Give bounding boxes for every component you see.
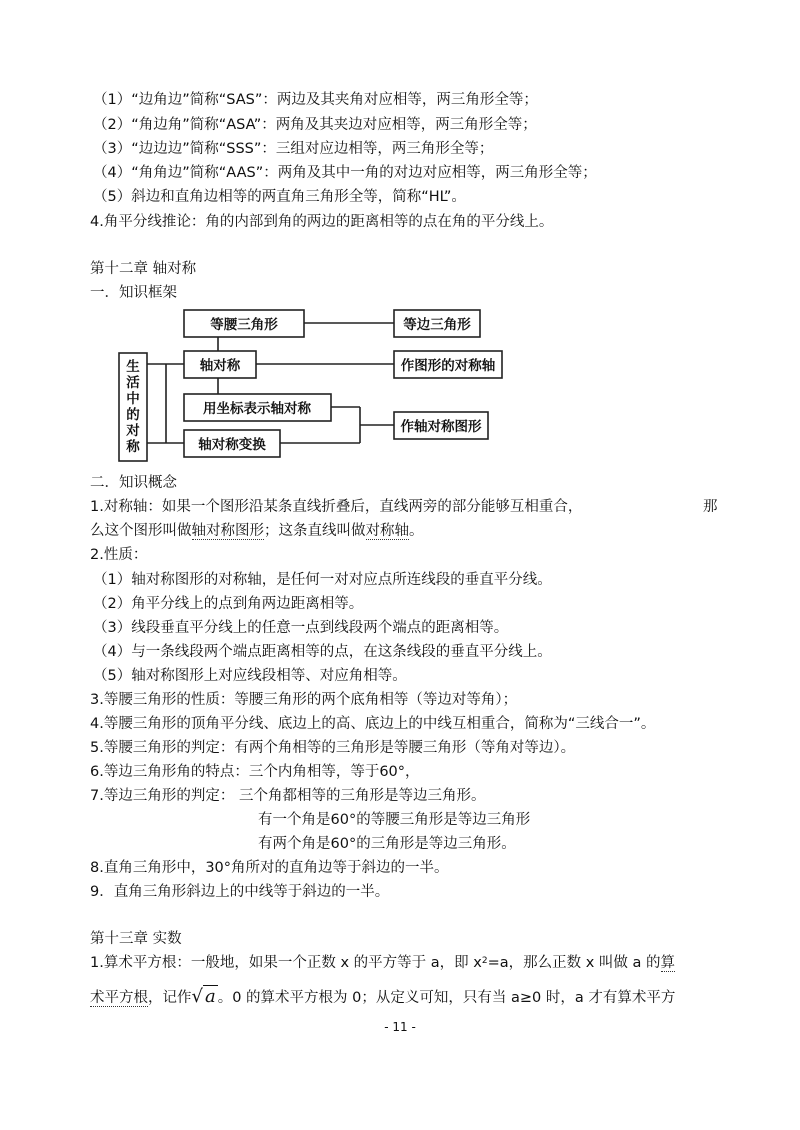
def-symmetry-axis-line1: 1.对称轴：如果一个图形沿某条直线折叠后，直线两旁的部分能够互相重合， [90, 499, 583, 515]
page-number: - 11 - [384, 1020, 416, 1034]
angle-bisector-corollary: 4.角平分线推论：角的内部到角的两边的距离相等的点在角的平分线上。 [90, 214, 554, 230]
box-axis-symmetry: 轴对称 [199, 358, 241, 374]
chapter-13-title: 第十三章 实数 [90, 931, 182, 947]
knowledge-frame-diagram [0, 0, 800, 480]
right-triangle-median: 9．直角三角形斜边上的中线等于斜边的一半。 [90, 884, 390, 900]
term-arithmetic-sqrt-part2: 术平方根 [90, 990, 148, 1006]
sqrt-def-pre: 1.算术平方根：一般地，如果一个正数 x 的平方等于 a，即 x [90, 955, 482, 971]
sqrt-def-post: =a，那么正数 x 叫做 a 的 [487, 955, 661, 971]
term-arithmetic-sqrt-part1: 算 [660, 955, 675, 971]
right-triangle-30-degree: 8.直角三角形中，30°角所对的直角边等于斜边的一半。 [90, 860, 449, 876]
box-symmetry-transform: 轴对称变换 [198, 437, 266, 453]
equilateral-angle-feature: 6.等边三角形角的特点：三个内角相等，等于60°， [90, 764, 420, 780]
def-line1-end: 那 [703, 499, 718, 515]
equilateral-criterion-3: 有两个角是60°的三角形是等边三角形。 [258, 836, 516, 852]
sqrt-notation-post: 。0 的算术平方根为 0；从定义可知，只有当 a≥0 时，a 才有算术平方 [217, 990, 676, 1006]
box-isosceles-triangle: 等腰三角形 [210, 317, 278, 333]
property-item-4: （4）与一条线段两个端点距离相等的点，在这条线段的垂直平分线上。 [93, 644, 552, 660]
properties-heading: 2.性质： [90, 547, 148, 563]
diagram-left-char-5: 对 [126, 423, 140, 439]
three-lines-coincide: 4.等腰三角形的顶角平分线、底边上的高、底边上的中线互相重合，简称为“三线合一”。 [90, 716, 656, 732]
diagram-left-char-1: 生 [126, 359, 140, 375]
box-draw-symmetric-figure: 作轴对称图形 [400, 419, 482, 435]
diagram-left-char-4: 的 [126, 407, 140, 423]
box-coordinate-symmetry: 用坐标表示轴对称 [203, 401, 311, 417]
box-equilateral-triangle: 等边三角形 [403, 317, 471, 333]
property-item-3: （3）线段垂直平分线上的任意一点到线段两个端点的距离相等。 [93, 620, 509, 636]
list-item-sss: （3）“边边边”简称“SSS”：三组对应边相等，两三角形全等； [93, 141, 494, 157]
def-symmetry-axis-line2 [90, 521, 424, 541]
list-item-hl: （5）斜边和直角边相等的两直角三角形全等，简称“HL”。 [93, 189, 466, 205]
equilateral-criterion: 7.等边三角形的判定： 三个角都相等的三角形是等边三角形。 [90, 788, 486, 804]
list-item-asa: （2）“角边角”简称“ASA”：两角及其夹边对应相等，两三角形全等； [93, 117, 537, 133]
sqrt-notation-pre: ，记作 [148, 990, 192, 1006]
list-item-aas: （4）“角角边”简称“AAS”：两角及其中一角的对边对应相等，两三角形全等； [93, 165, 597, 181]
section-knowledge-frame: 一．知识框架 [90, 285, 177, 301]
def-text-end: 。 [409, 523, 424, 539]
chapter-12-title: 第十二章 轴对称 [90, 261, 197, 277]
def-text-pre: 么这个图形叫做 [90, 523, 192, 539]
diagram-left-char-2: 活 [126, 375, 140, 391]
box-draw-symmetry-axis: 作图形的对称轴 [400, 358, 496, 374]
superscript-2: 2 [481, 956, 488, 966]
sqrt-radicand: a [204, 986, 216, 1007]
section-knowledge-concepts: 二．知识概念 [90, 475, 177, 491]
property-item-5: （5）轴对称图形上对应线段相等、对应角相等。 [93, 668, 407, 684]
list-item-sas: （1）“边角边”简称“SAS”：两边及其夹角对应相等，两三角形全等； [93, 92, 538, 108]
arithmetic-sqrt-line1 [90, 953, 675, 973]
def-text-mid: ；这条直线叫做 [264, 523, 366, 539]
diagram-left-char-3: 中 [126, 391, 140, 407]
arithmetic-sqrt-line2 [90, 984, 675, 1011]
isosceles-criterion: 5.等腰三角形的判定：有两个角相等的三角形是等腰三角形（等角对等边）。 [90, 740, 576, 756]
property-item-1: （1）轴对称图形的对称轴，是任何一对对应点所连线段的垂直平分线。 [93, 572, 552, 588]
diagram-left-char-6: 称 [126, 439, 140, 455]
equilateral-criterion-2: 有一个角是60°的等腰三角形是等边三角形 [258, 812, 531, 828]
sqrt-symbol: √ a [191, 986, 216, 1007]
term-axis-symmetric-figure: 轴对称图形 [191, 523, 264, 539]
term-symmetry-axis: 对称轴 [365, 523, 409, 539]
property-item-2: （2）角平分线上的点到角两边距离相等。 [93, 596, 364, 612]
isosceles-property: 3.等腰三角形的性质：等腰三角形的两个底角相等（等边对等角）； [90, 692, 518, 708]
